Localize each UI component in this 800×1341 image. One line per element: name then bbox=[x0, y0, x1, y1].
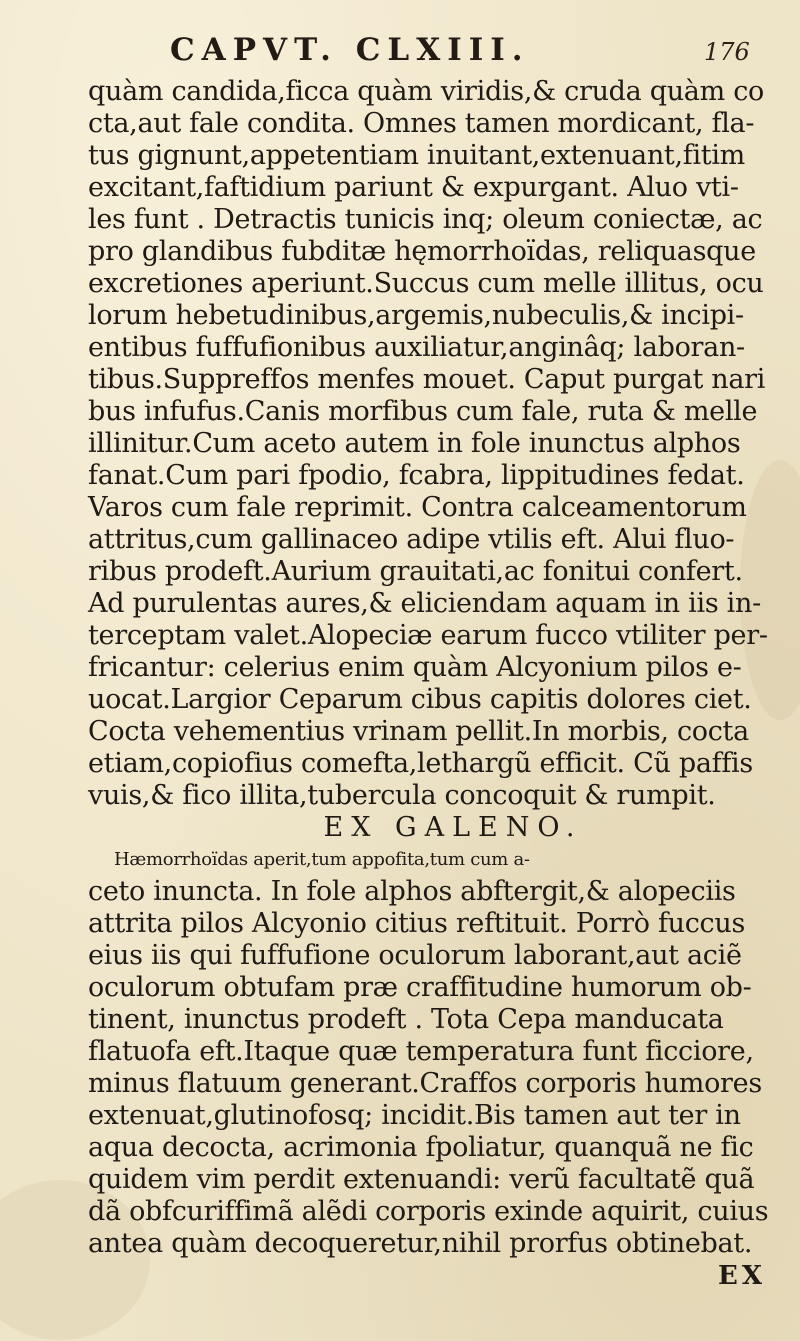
text-line: uocat.Largior Ceparum cibus capitis dolores ciet. bbox=[88, 684, 752, 715]
text-line: quàm candida,ficca quàm viridis,& cruda quàm co bbox=[88, 76, 764, 107]
text-line: extenuat,glutinofosq; incidit.Bis tamen aut ter in bbox=[88, 1100, 741, 1131]
text-line: tus gignunt,appetentiam inuitant,extenuant,fitim bbox=[88, 140, 745, 171]
text-line: fricantur: celerius enim quàm Alcyonium pilos e- bbox=[88, 652, 742, 683]
text-line: cta,aut fale condita. Omnes tamen mordicant, fla- bbox=[88, 108, 755, 139]
text-line: illinitur.Cum aceto autem in fole inunctus alphos bbox=[88, 428, 741, 459]
text-line: Varos cum fale reprimit. Contra calceamentorum bbox=[88, 492, 747, 523]
page-number: 176 bbox=[704, 38, 750, 66]
text-line: tibus.Suppreffos menfes mouet. Caput purgat nari bbox=[88, 364, 766, 395]
text-line: Cocta vehementius vrinam pellit.In morbis, cocta bbox=[88, 716, 749, 747]
catchword-row bbox=[88, 1260, 778, 1292]
text-line: attrita pilos Alcyonio citius reftituit. Porrò fuccus bbox=[88, 908, 746, 939]
text-line: tinent, inunctus prodeft . Tota Cepa manducata bbox=[88, 1004, 724, 1035]
body-text bbox=[88, 76, 778, 1292]
text-line: antea quàm decoqueretur,nihil prorfus obtinebat. bbox=[88, 1228, 753, 1259]
text-line: ribus prodeft.Aurium grauitati,ac fonitui confert. bbox=[88, 556, 743, 587]
text-line: aqua decocta, acrimonia fpoliatur, quanquã ne fic bbox=[88, 1132, 754, 1163]
text-line: entibus fuffufionibus auxiliatur,anginâq; laboran- bbox=[88, 332, 745, 363]
text-line: attritus,cum gallinaceo adipe vtilis eft. Alui fluo- bbox=[88, 524, 735, 555]
text-line: minus flatuum generant.Craffos corporis humores bbox=[88, 1068, 762, 1099]
section-heading: EX GALENO. bbox=[323, 812, 583, 843]
text-line: lorum hebetudinibus,argemis,nubeculis,& incipi- bbox=[88, 300, 744, 331]
text-line: ceto inuncta. In fole alphos abftergit,& alopeciis bbox=[88, 876, 736, 907]
text-line: fanat.Cum pari fpodio, fcabra, lippitudines fedat. bbox=[88, 460, 745, 491]
text-line: excitant,faftidium pariunt & expurgant. Aluo vti- bbox=[88, 172, 739, 203]
text-line: terceptam valet.Alopeciæ earum fucco vtiliter per- bbox=[88, 620, 768, 651]
page-header bbox=[0, 28, 800, 68]
text-line: quidem vim perdit extenuandi: verũ facultatẽ quã bbox=[88, 1164, 755, 1195]
text-line: eius iis qui fuffufione oculorum laborant,aut aciẽ bbox=[88, 940, 742, 971]
text-line: pro glandibus fubditæ hęmorrhoïdas, reliquasque bbox=[88, 236, 756, 267]
text-line: bus infufus.Canis morfibus cum fale, ruta & melle bbox=[88, 396, 758, 427]
text-line: oculorum obtufam præ craffitudine humorum ob- bbox=[88, 972, 752, 1003]
text-line: etiam,copiofius comefta,lethargũ efficit. Cũ paffis bbox=[88, 748, 753, 779]
text-line: flatuofa eft.Itaque quæ temperatura funt ficciore, bbox=[88, 1036, 754, 1067]
catchword: EX bbox=[718, 1261, 766, 1291]
text-line: dã obfcuriffimã alẽdi corporis exinde aquirit, cuius bbox=[88, 1196, 769, 1227]
text-line: Hæmorrhoïdas aperit,tum appofita,tum cum a- bbox=[114, 849, 530, 870]
paragraph-main bbox=[88, 76, 778, 812]
running-title: CAPVT. CLXIII. bbox=[170, 32, 530, 68]
text-line: excretiones aperiunt.Succus cum melle illitus, ocu bbox=[88, 268, 764, 299]
text-line: Ad purulentas aures,& eliciendam aquam in iis in- bbox=[88, 588, 761, 619]
text-line: vuis,& fico illita,tubercula concoquit & rumpit. bbox=[88, 780, 716, 811]
text-line: les funt . Detractis tunicis inq; oleum coniectæ, ac bbox=[88, 204, 763, 235]
paragraph-galeno bbox=[88, 844, 778, 1260]
